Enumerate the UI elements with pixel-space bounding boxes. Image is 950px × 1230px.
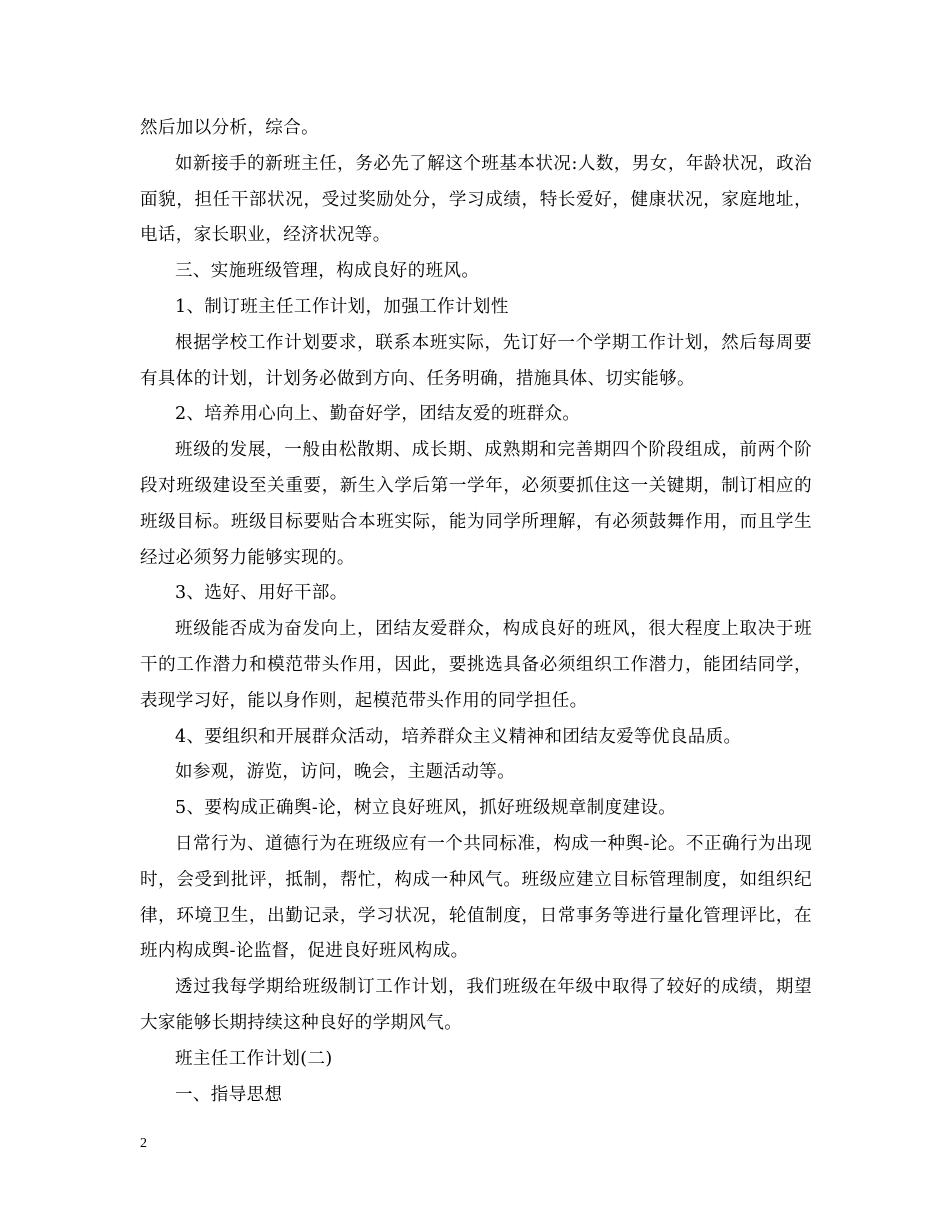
paragraph: 3、选好、用好干部。 [175,583,348,604]
paragraph: 透过我每学期给班级制订工作计划，我们班级在年级中取得了较好的成绩，期望大家能够长期持续这种良好的学期风气。 [140,977,812,1033]
page-number: 2 [140,1136,147,1151]
paragraph: 一、指导思想 [175,1084,283,1105]
paragraph: 2、培养用心向上、勤奋好学，团结友爱的班群众。 [175,404,581,425]
paragraph: 根据学校工作计划要求，联系本班实际，先订好一个学期工作计划，然后每周要有具体的计划，计划务必做到方向、任务明确，措施具体、切实能够。 [140,332,812,389]
paragraph: 班主任工作计划(二) [175,1048,333,1069]
paragraph: 日常行为、道德行为在班级应有一个共同标准，构成一种舆-论。不正确行为出现时，会受到批评，抵制，帮忙，构成一种风气。班级应建立目标管理制度，如组织纪律，环境卫生，出勤记录，学习状况，轮值制度，日常事务等进行量化管理评比，在班内构成舆-论监督，促进良好班风构成。 [140,833,812,962]
paragraph: 然后加以分析，综合。 [140,118,319,138]
document-body [140,111,812,1113]
paragraph: 如参观，游览，访问，晚会，主题活动等。 [175,762,516,783]
paragraph: 如新接手的新班主任，务必先了解这个班基本状况:人数，男女，年龄状况，政治面貌，担任干部状况，受过奖励处分，学习成绩，特长爱好，健康状况，家庭地址，电话，家长职业，经济状况等。 [140,153,812,246]
paragraph: 班级能否成为奋发向上，团结友爱群众，构成良好的班风，很大程度上取决于班干的工作潜力和模范带头作用，因此，要挑选具备必须组织工作潜力，能团结同学，表现学习好，能以身作则，起模范带头作用的同学担任。 [140,619,812,711]
paragraph: 5、要构成正确舆-论，树立良好班风，抓好班级规章制度建设。 [175,798,677,819]
paragraph: 1、制订班主任工作计划，加强工作计划性 [175,296,509,317]
paragraph: 4、要组织和开展群众活动，培养群众主义精神和团结友爱等优良品质。 [175,726,742,747]
paragraph: 三、实施班级管理，构成良好的班风。 [175,261,480,282]
paragraph: 班级的发展，一般由松散期、成长期、成熟期和完善期四个阶段组成，前两个阶段对班级建设至关重要，新生入学后第一学年，必须要抓住这一关键期，制订相应的班级目标。班级目标要贴合本班实际，能为同学所理解，有必须鼓舞作用，而且学生经过必须努力能够实现的。 [140,440,812,568]
